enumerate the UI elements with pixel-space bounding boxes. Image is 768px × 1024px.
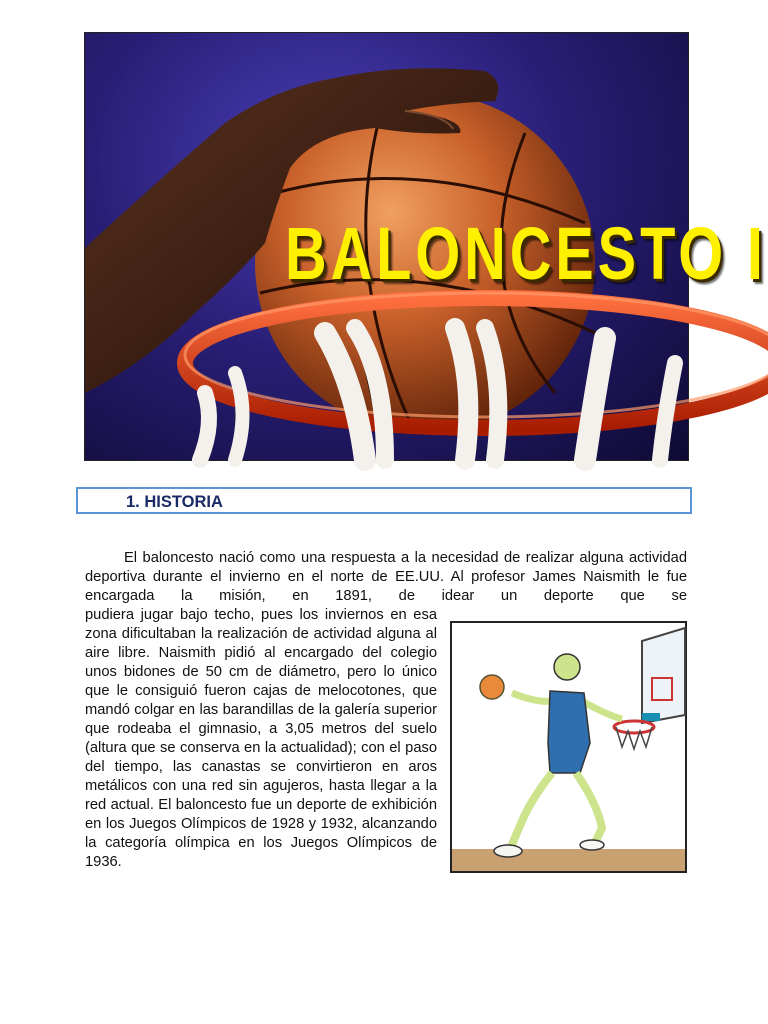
- player: [494, 654, 622, 857]
- hero-image: [84, 32, 767, 461]
- backboard: [614, 628, 685, 749]
- player-drawing: [452, 623, 685, 871]
- section-heading-box: [76, 487, 692, 514]
- ball-shape: [480, 675, 504, 699]
- player-illustration: [450, 621, 687, 873]
- paragraph-intro: El baloncesto nació como una respuesta a la necesidad de realizar alguna actividad deportiva durante el invierno en el norte de EE.UU. Al profesor James Naismith le fue encargada la misión, en 1891, de idear un deporte que se: [85, 550, 687, 604]
- section-heading: 1. HISTORIA: [126, 493, 223, 511]
- floor-shape: [452, 849, 685, 871]
- banner-title: BALONCESTO I: [285, 212, 767, 295]
- paragraph-history: pudiera jugar bajo techo, pues los inviernos en esa zona dificultaban la realización de actividad alguna al aire libre. Naismith pidió al encargado del colegio unos bidones de 50 cm de diámetro, pero lo único que le consiguió fueron cajas de melocotones, que mandó colgar en las barandillas de la galería superior que rodeaba el gimnasio, a 3,05 metros del suelo (altura que se conserva en la actualidad); con el paso del tiempo, las canastas se convirtieron en aros metálicos con una red sin agujeros, hasta llegar a la red actual. El baloncesto fue un deporte de exhibición en los Juegos Olímpicos de 1928 y 1932, alcanzando la categoría olímpica en los Juegos Olímpicos de 1936.: [85, 607, 437, 870]
